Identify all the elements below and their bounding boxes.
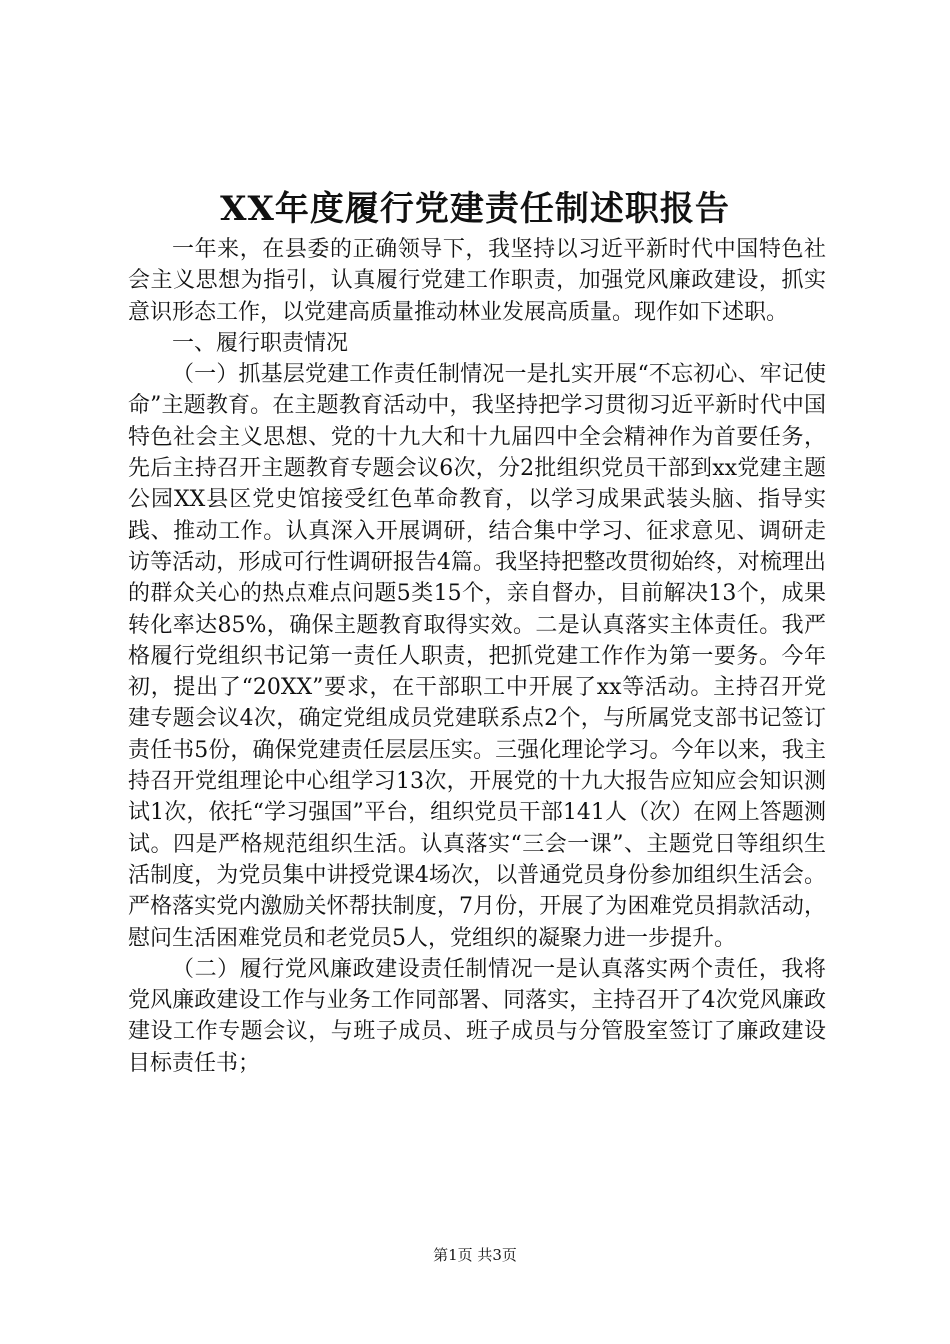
paragraph-section-1: （一）抓基层党建工作责任制情况一是扎实开展“不忘初心、牢记使命”主题教育。在主题教育活动中，我坚持把学习贯彻习近平新时代中国特色社会主义思想、党的十九大和十九届四中全会精神作为首要任务，先后主持召开主题教育专题会议6次，分2批组织党员干部到xx党建主题公园XX县区党史馆接受红色革命教育，以学习成果武装头脑、指导实践、推动工作。认真深入开展调研，结合集中学习、征求意见、调研走访等活动，形成可行性调研报告4篇。我坚持把整改贯彻始终，对梳理出的群众关心的热点难点问题5类15个，亲自督办，目前解决13个，成果转化率达85%，确保主题教育取得实效。二是认真落实主体责任。我严格履行党组织书记第一责任人职责，把抓党建工作作为第一要务。今年初，提出了“20XX”要求，在干部职工中开展了xx等活动。主持召开党建专题会议4次，确定党组成员党建联系点2个，与所属党支部书记签订责任书5份，确保党建责任层层压实。三强化理论学习。今年以来，我主持召开党组理论中心组学习13次，开展党的十九大报告应知应会知识测试1次，依托“学习强国”平台，组织党员干部141人（次）在网上答题测试。四是严格规范组织生活。认真落实“三会一课”、主题党日等组织生活制度，为党员集中讲授党课4场次，以普通党员身份参加组织生活会。严格落实党内激励关怀帮扶制度，7月份，开展了为困难党员捐款活动，慰问生活困难党员和老党员5人，党组织的凝聚力进一步提升。 (128, 362, 826, 951)
document-title: XX年度履行党建责任制述职报告 (220, 189, 730, 229)
document-body (128, 234, 826, 1079)
section-heading: 一、履行职责情况 (172, 330, 349, 356)
page-footer: 第1页 共3页 (433, 1246, 517, 1264)
paragraph-intro: 一年来，在县委的正确领导下，我坚持以习近平新时代中国特色社会主义思想为指引，认真履行党建工作职责，加强党风廉政建设，抓实意识形态工作，以党建高质量推动林业发展高质量。现作如下述职。 (128, 237, 826, 325)
paragraph-section-2: （二）履行党风廉政建设责任制情况一是认真落实两个责任，我将党风廉政建设工作与业务工作同部署、同落实，主持召开了4次党风廉政建设工作专题会议，与班子成员、班子成员与分管股室签订了廉政建设目标责任书； (128, 956, 826, 1076)
